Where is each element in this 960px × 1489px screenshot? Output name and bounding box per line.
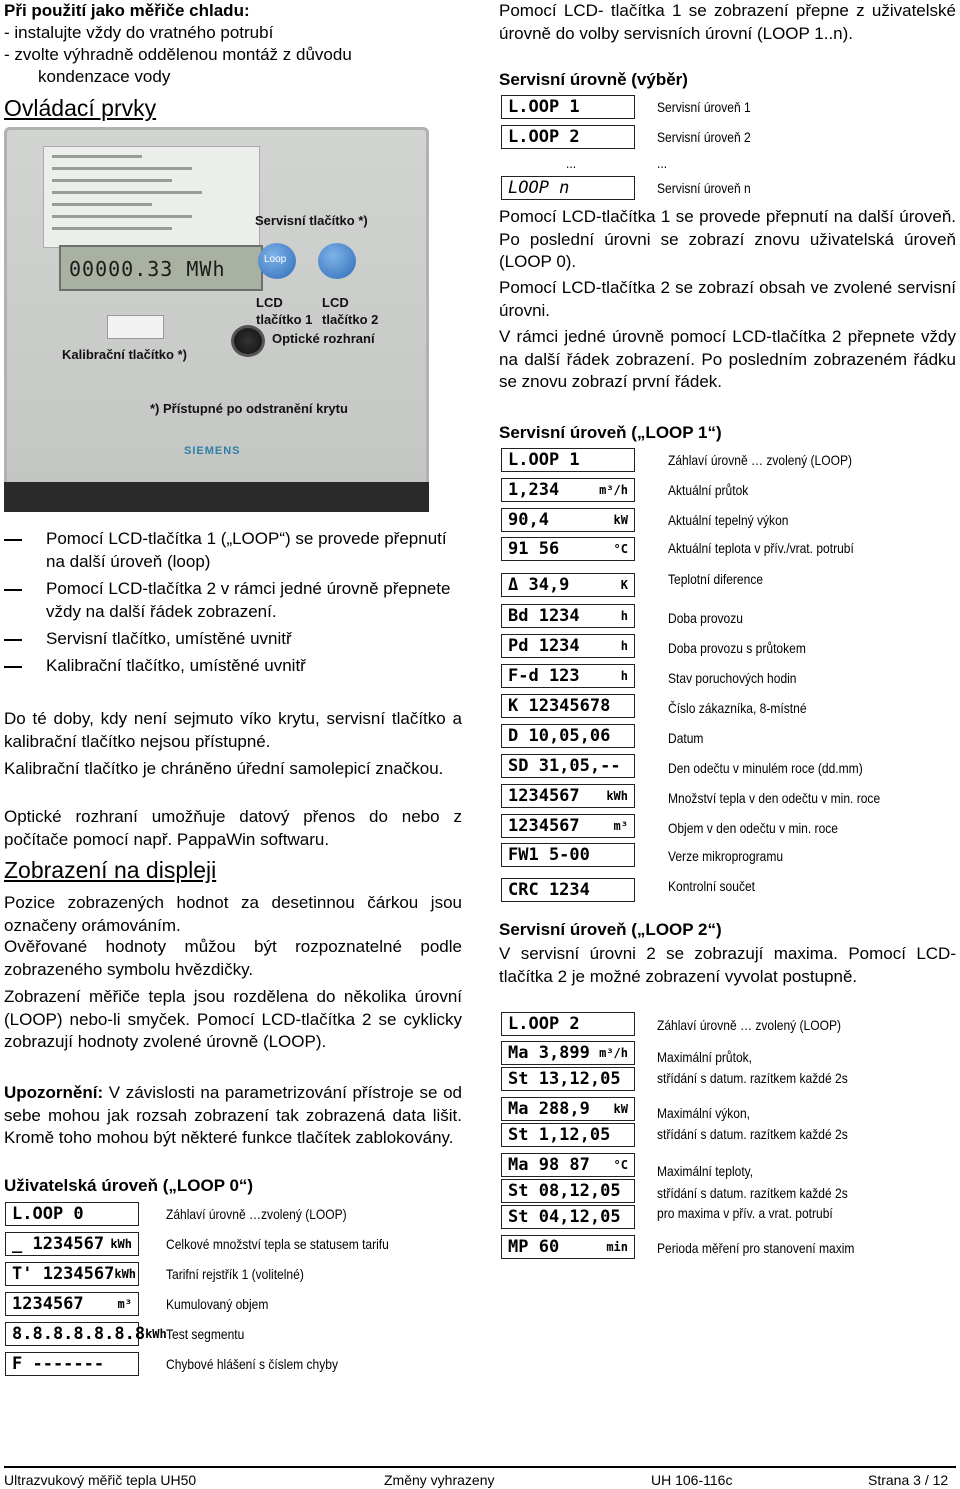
dots: ... <box>566 155 577 171</box>
lcd-value: St 1,12,05 <box>508 1125 611 1145</box>
lcd-value: _ 1234567 <box>12 1234 105 1254</box>
lcd-description: Doba provozu s průtokem <box>668 640 806 656</box>
lcd-description: Servisní úroveň 2 <box>657 129 751 145</box>
lcd-display <box>501 843 635 867</box>
lcd-value: 1,234 <box>508 480 560 500</box>
lcd-description: Datum <box>668 730 704 746</box>
paragraph: Do té doby, kdy není sejmuto víko krytu, servisní tlačítko a kalibrační tlačítko nejsou přístupné. <box>4 709 462 751</box>
dash-text: Servisní tlačítko, umístěné uvnitř <box>46 629 292 648</box>
lcd-display <box>501 604 635 628</box>
lcd-description: Chybové hlášení s číslem chyby <box>166 1356 338 1372</box>
lcd-unit: °C <box>613 1158 628 1172</box>
lcd-unit: kWh <box>606 789 628 803</box>
service-button-label: Servisní tlačítko *) <box>255 213 368 228</box>
dash-text: Pomocí LCD-tlačítka 1 („LOOP“) se provede přepnutí na další úroveň (loop) <box>46 529 447 571</box>
lcd-value: St 13,12,05 <box>508 1069 621 1089</box>
loop2-heading: Servisní úroveň („LOOP 2“) <box>499 920 722 939</box>
paragraph: Pozice zobrazených hodnot za desetinnou čárkou jsou označeny orámováním. <box>4 893 462 935</box>
paragraph: Kalibrační tlačítko je chráněno úřední samolepicí značkou. <box>4 759 444 778</box>
lcd-description: pro maxima v přív. a vrat. potrubí <box>657 1205 833 1221</box>
footer-code: UH 106-116c <box>651 1472 733 1488</box>
lcd-value: Ma 288,9 <box>508 1099 590 1119</box>
brand-logo: SIEMENS <box>184 445 241 457</box>
lcd-description: Aktuální tepelný výkon <box>668 512 789 528</box>
lcd-display <box>501 1205 635 1229</box>
paragraph: V rámci jedné úrovně pomocí LCD-tlačítka 2 přepnete vždy na další řádek zobrazení. Po posledním zobrazeném řádku se znovu zobrazí první řádek. <box>499 327 956 391</box>
lcd-description: střídání s datum. razítkem každé 2s <box>657 1126 848 1142</box>
paragraph: Zobrazení měřiče tepla jsou rozdělena do několika úrovní (LOOP) nebo-li smyček. Pomocí LCD-tlačítka 2 se cyklicky zobrazují hodnoty zvolené úrovně (LOOP). <box>4 987 462 1051</box>
lcd-display <box>501 754 635 778</box>
lcd-display <box>501 1153 635 1177</box>
lcd-unit: kW <box>613 1102 628 1116</box>
dash-item-lcd2 <box>4 578 460 623</box>
lcd-value: L.OOP 1 <box>508 450 580 470</box>
lcd-display <box>501 448 635 472</box>
lcd-description: Tarifní rejstřík 1 (volitelné) <box>166 1266 304 1282</box>
accessible-note: *) Přístupné po odstranění krytu <box>150 401 348 416</box>
lcd-description: Záhlaví úrovně … zvolený (LOOP) <box>657 1017 842 1033</box>
lcd2-label: LCD <box>322 295 349 310</box>
lcd-value: L.OOP 0 <box>12 1204 84 1224</box>
lcd-description: Verze mikroprogramu <box>668 848 784 864</box>
note-text: V závislosti na parametrizování přístroje se od sebe mohou jak rozsah zobrazení tak zobrazená data lišit. Kromě toho mohou být některé funkce tlačítek zablokovány. <box>4 1083 462 1147</box>
lcd-display <box>501 1123 635 1147</box>
lcd-value: 1234567 <box>508 816 580 836</box>
lcd-value: 1234567 <box>508 786 580 806</box>
lcd-unit: h <box>620 609 628 623</box>
lcd-unit: kWh <box>110 1237 132 1251</box>
lcd-display <box>501 1012 635 1036</box>
lcd-display <box>501 1041 635 1065</box>
lcd-display <box>5 1202 139 1226</box>
lcd-unit: m³ <box>613 819 628 833</box>
lcd-display <box>501 125 635 149</box>
lcd-description: Číslo zákazníka, 8-místné <box>668 700 807 716</box>
lcd-value: L.OOP 1 <box>508 97 580 117</box>
device-nameplate <box>43 146 260 248</box>
loop0-heading: Uživatelská úroveň („LOOP 0“) <box>4 1176 254 1195</box>
lcd-description: Doba provozu <box>668 610 743 626</box>
lcd-description: Maximální průtok, <box>657 1049 753 1065</box>
lcd-value: St 08,12,05 <box>508 1181 621 1201</box>
dash-text: Pomocí LCD-tlačítka 2 v rámci jedné úrovně přepnete vždy na další řádek zobrazení. <box>46 579 451 621</box>
device-bottom <box>4 482 429 512</box>
loop1-heading: Servisní úroveň („LOOP 1“) <box>499 423 722 442</box>
lcd-display <box>501 634 635 658</box>
lcd-display <box>501 694 635 718</box>
dash-mark <box>4 639 22 641</box>
lcd-value: Δ 34,9 <box>508 575 570 595</box>
lcd-display <box>501 784 635 808</box>
dash-item-lcd1 <box>4 528 460 573</box>
lcd-value: St 04,12,05 <box>508 1207 621 1227</box>
lcd-display <box>5 1352 139 1376</box>
lcd-description: Test segmentu <box>166 1326 245 1342</box>
lcd-display <box>501 573 635 597</box>
note-label: Upozornění: <box>4 1083 104 1102</box>
lcd-unit: m³/h <box>599 1046 628 1060</box>
lcd1-label: LCD <box>256 295 283 310</box>
lcd-button-text: Loop <box>264 254 287 265</box>
intro-item: - instalujte vždy do vratného potrubí <box>4 23 274 42</box>
lcd-display <box>501 508 635 532</box>
lcd-description: Kumulovaný objem <box>166 1296 269 1312</box>
lcd-display <box>501 478 635 502</box>
lcd-unit: °C <box>613 542 628 556</box>
lcd-unit: m³/h <box>599 483 628 497</box>
lcd-value: FW1 5-00 <box>508 845 590 865</box>
note-paragraph <box>4 1082 462 1150</box>
lcd-value: Bd 1234 <box>508 606 580 626</box>
device-lcd-reading: 00000.33 MWh <box>69 257 226 281</box>
lcd-button-1[interactable] <box>258 243 296 279</box>
lcd-value: SD 31,05,-- <box>508 756 621 776</box>
lcd-description: Servisní úroveň 1 <box>657 99 751 115</box>
lcd1-label-b: tlačítko 1 <box>256 312 313 327</box>
dash-mark <box>4 589 22 591</box>
footer-page: Strana 3 / 12 <box>868 1472 949 1488</box>
lcd-description: Maximální výkon, <box>657 1105 751 1121</box>
lcd-description: střídání s datum. razítkem každé 2s <box>657 1070 848 1086</box>
lcd-description: Den odečtu v minulém roce (dd.mm) <box>668 760 863 776</box>
lcd-value: Pd 1234 <box>508 636 580 656</box>
lcd-value: CRC 1234 <box>508 880 590 900</box>
lcd-description: Množství tepla v den odečtu v min. roce <box>668 790 881 806</box>
optical-interface <box>231 325 265 357</box>
lcd-display <box>501 95 635 119</box>
lcd-description: Kontrolní součet <box>668 878 756 894</box>
lcd-description: střídání s datum. razítkem každé 2s <box>657 1185 848 1201</box>
device-lcd-screen <box>59 245 263 291</box>
lcd-display <box>501 664 635 688</box>
lcd-unit: K <box>620 578 628 592</box>
paragraph: Pomocí LCD- tlačítka 1 se zobrazení přepne z uživatelské úrovně do volby servisních úrovní (LOOP 1..n). <box>499 1 956 43</box>
lcd-display <box>5 1232 139 1256</box>
lcd-value: LOOP n <box>508 178 570 198</box>
lcd-description: Maximální teploty, <box>657 1163 754 1179</box>
lcd-value: F ------- <box>12 1354 105 1374</box>
lcd-value: F-d 123 <box>508 666 580 686</box>
lcd-value: 8.8.8.8.8.8.8 <box>12 1324 146 1344</box>
lcd-description: Aktuální průtok <box>668 482 749 498</box>
lcd-unit: kW <box>613 513 628 527</box>
paragraph: Optické rozhraní umožňuje datový přenos do nebo z počítače pomocí např. PappaWin softwaru. <box>4 807 462 849</box>
lcd2-label-b: tlačítko 2 <box>322 312 379 327</box>
lcd-value: Ma 3,899 <box>508 1043 590 1063</box>
lcd-description: Záhlaví úrovně …zvolený (LOOP) <box>166 1206 347 1222</box>
lcd-display <box>5 1262 139 1286</box>
lcd-unit: kWh <box>114 1267 137 1281</box>
optical-label: Optické rozhraní <box>272 331 375 346</box>
intro-item: - zvolte výhradně oddělenou montáž z důvodu <box>4 45 352 64</box>
paragraph: Ověřované hodnoty můžou být rozpoznatelné podle zobrazeného symbolu hvězdičky. <box>4 937 462 979</box>
lcd-value: MP 60 <box>508 1237 560 1257</box>
footer-divider <box>4 1466 956 1468</box>
lcd-display <box>5 1292 139 1316</box>
dash-item-service <box>4 628 460 651</box>
lcd-description: Celkové množství tepla se statusem tarifu <box>166 1236 389 1252</box>
lcd-display <box>501 878 635 902</box>
lcd-display <box>501 1097 635 1121</box>
footer-changes: Změny vyhrazeny <box>384 1472 495 1488</box>
lcd-value: 91 56 <box>508 539 560 559</box>
lcd-description: Teplotní diference <box>668 571 764 587</box>
service-levels-heading: Servisní úrovně (výběr) <box>499 70 688 89</box>
lcd-unit: min <box>606 1240 628 1254</box>
lcd-value: K 12345678 <box>508 696 611 716</box>
dash-mark <box>4 539 22 541</box>
lcd-display <box>501 537 635 561</box>
lcd-value: L.OOP 2 <box>508 127 580 147</box>
device-photo <box>4 127 429 512</box>
dash-text: Kalibrační tlačítko, umístěné uvnitř <box>46 656 306 675</box>
lcd-value: 1234567 <box>12 1294 84 1314</box>
lcd-value: 90,4 <box>508 510 549 530</box>
lcd-display <box>5 1322 167 1346</box>
lcd-display <box>501 1179 635 1203</box>
lcd-description: Stav poruchových hodin <box>668 670 797 686</box>
lcd-description: Záhlaví úrovně … zvolený (LOOP) <box>668 452 853 468</box>
dash-mark <box>4 666 22 668</box>
lcd-display <box>501 1235 635 1259</box>
lcd-description: Objem v den odečtu v min. roce <box>668 820 838 836</box>
lcd-button-2[interactable] <box>318 243 356 279</box>
lcd-value: D 10,05,06 <box>508 726 611 746</box>
lcd-unit: h <box>620 639 628 653</box>
dots: ... <box>657 155 668 171</box>
controls-heading: Ovládací prvky <box>4 95 157 121</box>
lcd-value: Ma 98 87 <box>508 1155 590 1175</box>
lcd-value: L.OOP 2 <box>508 1014 580 1034</box>
lcd-value: T' 1234567 <box>12 1264 115 1284</box>
paragraph: Pomocí LCD-tlačítka 2 se zobrazí obsah ve zvolené servisní úrovni. <box>499 278 956 320</box>
lcd-unit: kWh <box>145 1327 167 1341</box>
calibration-label: Kalibrační tlačítko *) <box>62 347 187 362</box>
paragraph: Pomocí LCD-tlačítka 1 se provede přepnutí na další úroveň. Po poslední úrovni se zobrazí znovu uživatelská úroveň (LOOP 0). <box>499 207 956 271</box>
lcd-display <box>501 1067 635 1091</box>
lcd-unit: h <box>620 669 628 683</box>
intro-title: Při použití jako měřiče chladu: <box>4 1 250 20</box>
lcd-display <box>501 176 635 200</box>
display-heading: Zobrazení na displeji <box>4 857 217 883</box>
lcd-display <box>501 814 635 838</box>
lcd-display <box>501 724 635 748</box>
lcd-description: Perioda měření pro stanovení maxim <box>657 1240 855 1256</box>
dash-item-calibration <box>4 655 460 678</box>
footer-product: Ultrazvukový měřič tepla UH50 <box>4 1472 197 1488</box>
lcd-description: Aktuální teplota v přív./vrat. potrubí <box>668 540 854 556</box>
calibration-seal <box>107 315 164 339</box>
lcd-unit: m³ <box>117 1297 132 1311</box>
paragraph: V servisní úrovni 2 se zobrazují maxima. Pomocí LCD-tlačítka 2 je možné zobrazení vyvolat postupně. <box>499 944 956 986</box>
lcd-description: Servisní úroveň n <box>657 180 751 196</box>
intro-item: kondenzace vody <box>38 67 171 86</box>
